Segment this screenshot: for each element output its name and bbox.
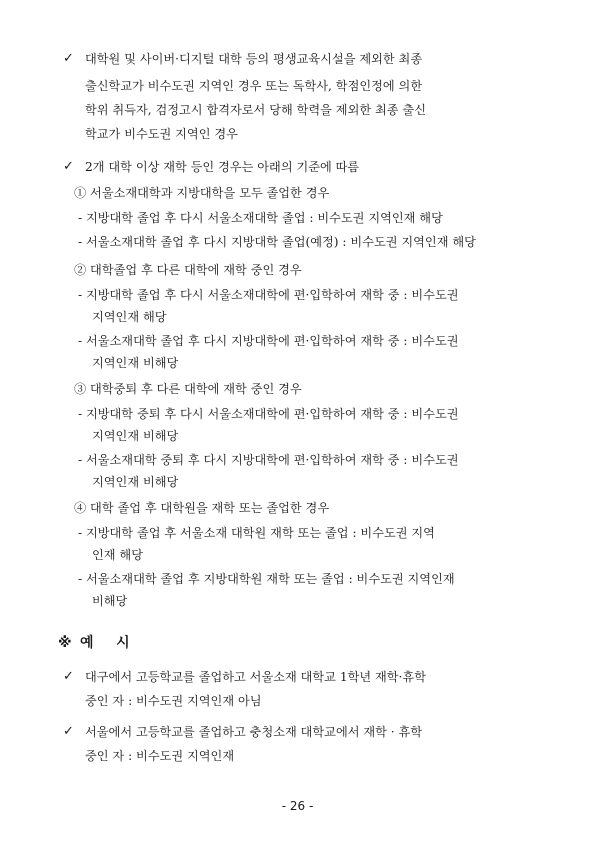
example1-line2: 중인 자 : 비수도권 지역인재 아님 (85, 694, 262, 708)
case3-title: ③ 대학중퇴 후 다른 대학에 재학 중인 경우 (74, 382, 302, 396)
case3-item2-line2: 지역인재 비해당 (92, 475, 179, 489)
bullet1-line1: 대학원 및 사이버·디지털 대학 등의 평생교육시설을 제외한 최종 (85, 52, 423, 66)
case1-item2: - 서울소재대학 졸업 후 다시 지방대학 졸업(예정) : 비수도권 지역인재 해당 (78, 235, 476, 249)
example2-line1: 서울에서 고등학교를 졸업하고 충청소재 대학교에서 재학 · 휴학 (85, 725, 423, 739)
case2-item1-line1: - 지방대학 졸업 후 다시 서울소재대학에 편·입학하여 재학 중 : 비수도권 (78, 288, 459, 302)
case2-title: ② 대학졸업 후 다른 대학에 재학 중인 경우 (74, 263, 302, 277)
case3-item1-line1: - 지방대학 중퇴 후 다시 서울소재대학에 편·입학하여 재학 중 : 비수도권 (78, 407, 459, 421)
case4-item2-line1: - 서울소재대학 졸업 후 지방대학원 재학 또는 졸업 : 비수도권 지역인재 (78, 572, 455, 586)
case2-item1-line2: 지역인재 해당 (92, 310, 167, 324)
check-icon: ✓ (63, 724, 74, 739)
case4-item2-line2: 비해당 (92, 594, 128, 608)
bullet1-line3: 학위 취득자, 검정고시 합격자로서 당해 학력을 제외한 최종 출신 (85, 103, 426, 117)
case1-item1: - 지방대학 졸업 후 다시 서울소재대학 졸업 : 비수도권 지역인재 해당 (78, 211, 443, 225)
check-icon: ✓ (63, 669, 74, 684)
case4-title: ④ 대학 졸업 후 대학원을 재학 또는 졸업한 경우 (74, 501, 330, 515)
example2-line2: 중인 자 : 비수도권 지역인재 (85, 749, 235, 763)
bullet1-line4: 학교가 비수도권 지역인 경우 (85, 127, 238, 141)
check-icon: ✓ (63, 159, 74, 174)
bullet1-line2: 출신학교가 비수도권 지역인 경우 또는 독학사, 학점인정에 의한 (85, 79, 423, 93)
check-icon: ✓ (63, 51, 74, 66)
note-mark-icon: ※ (58, 635, 72, 651)
bullet2-text: 2개 대학 이상 재학 등인 경우는 아래의 기준에 따름 (85, 160, 360, 174)
case1-title: ① 서울소재대학과 지방대학을 모두 졸업한 경우 (74, 186, 330, 200)
page-number: - 26 - (281, 799, 314, 813)
example1-line1: 대구에서 고등학교를 졸업하고 서울소재 대학교 1학년 재학·휴학 (85, 670, 426, 684)
case4-item1-line1: - 지방대학 졸업 후 서울소재 대학원 재학 또는 졸업 : 비수도권 지역 (78, 526, 435, 540)
case3-item2-line1: - 서울소재대학 중퇴 후 다시 지방대학에 편·입학하여 재학 중 : 비수도권 (78, 453, 459, 467)
example-heading: 예 시 (80, 635, 132, 651)
case2-item2-line1: - 서울소재대학 졸업 후 다시 지방대학에 편·입학하여 재학 중 : 비수도권 (78, 334, 459, 348)
case3-item1-line2: 지역인재 비해당 (92, 429, 179, 443)
case2-item2-line2: 지역인재 비해당 (92, 356, 179, 370)
case4-item1-line2: 인재 해당 (92, 548, 143, 562)
